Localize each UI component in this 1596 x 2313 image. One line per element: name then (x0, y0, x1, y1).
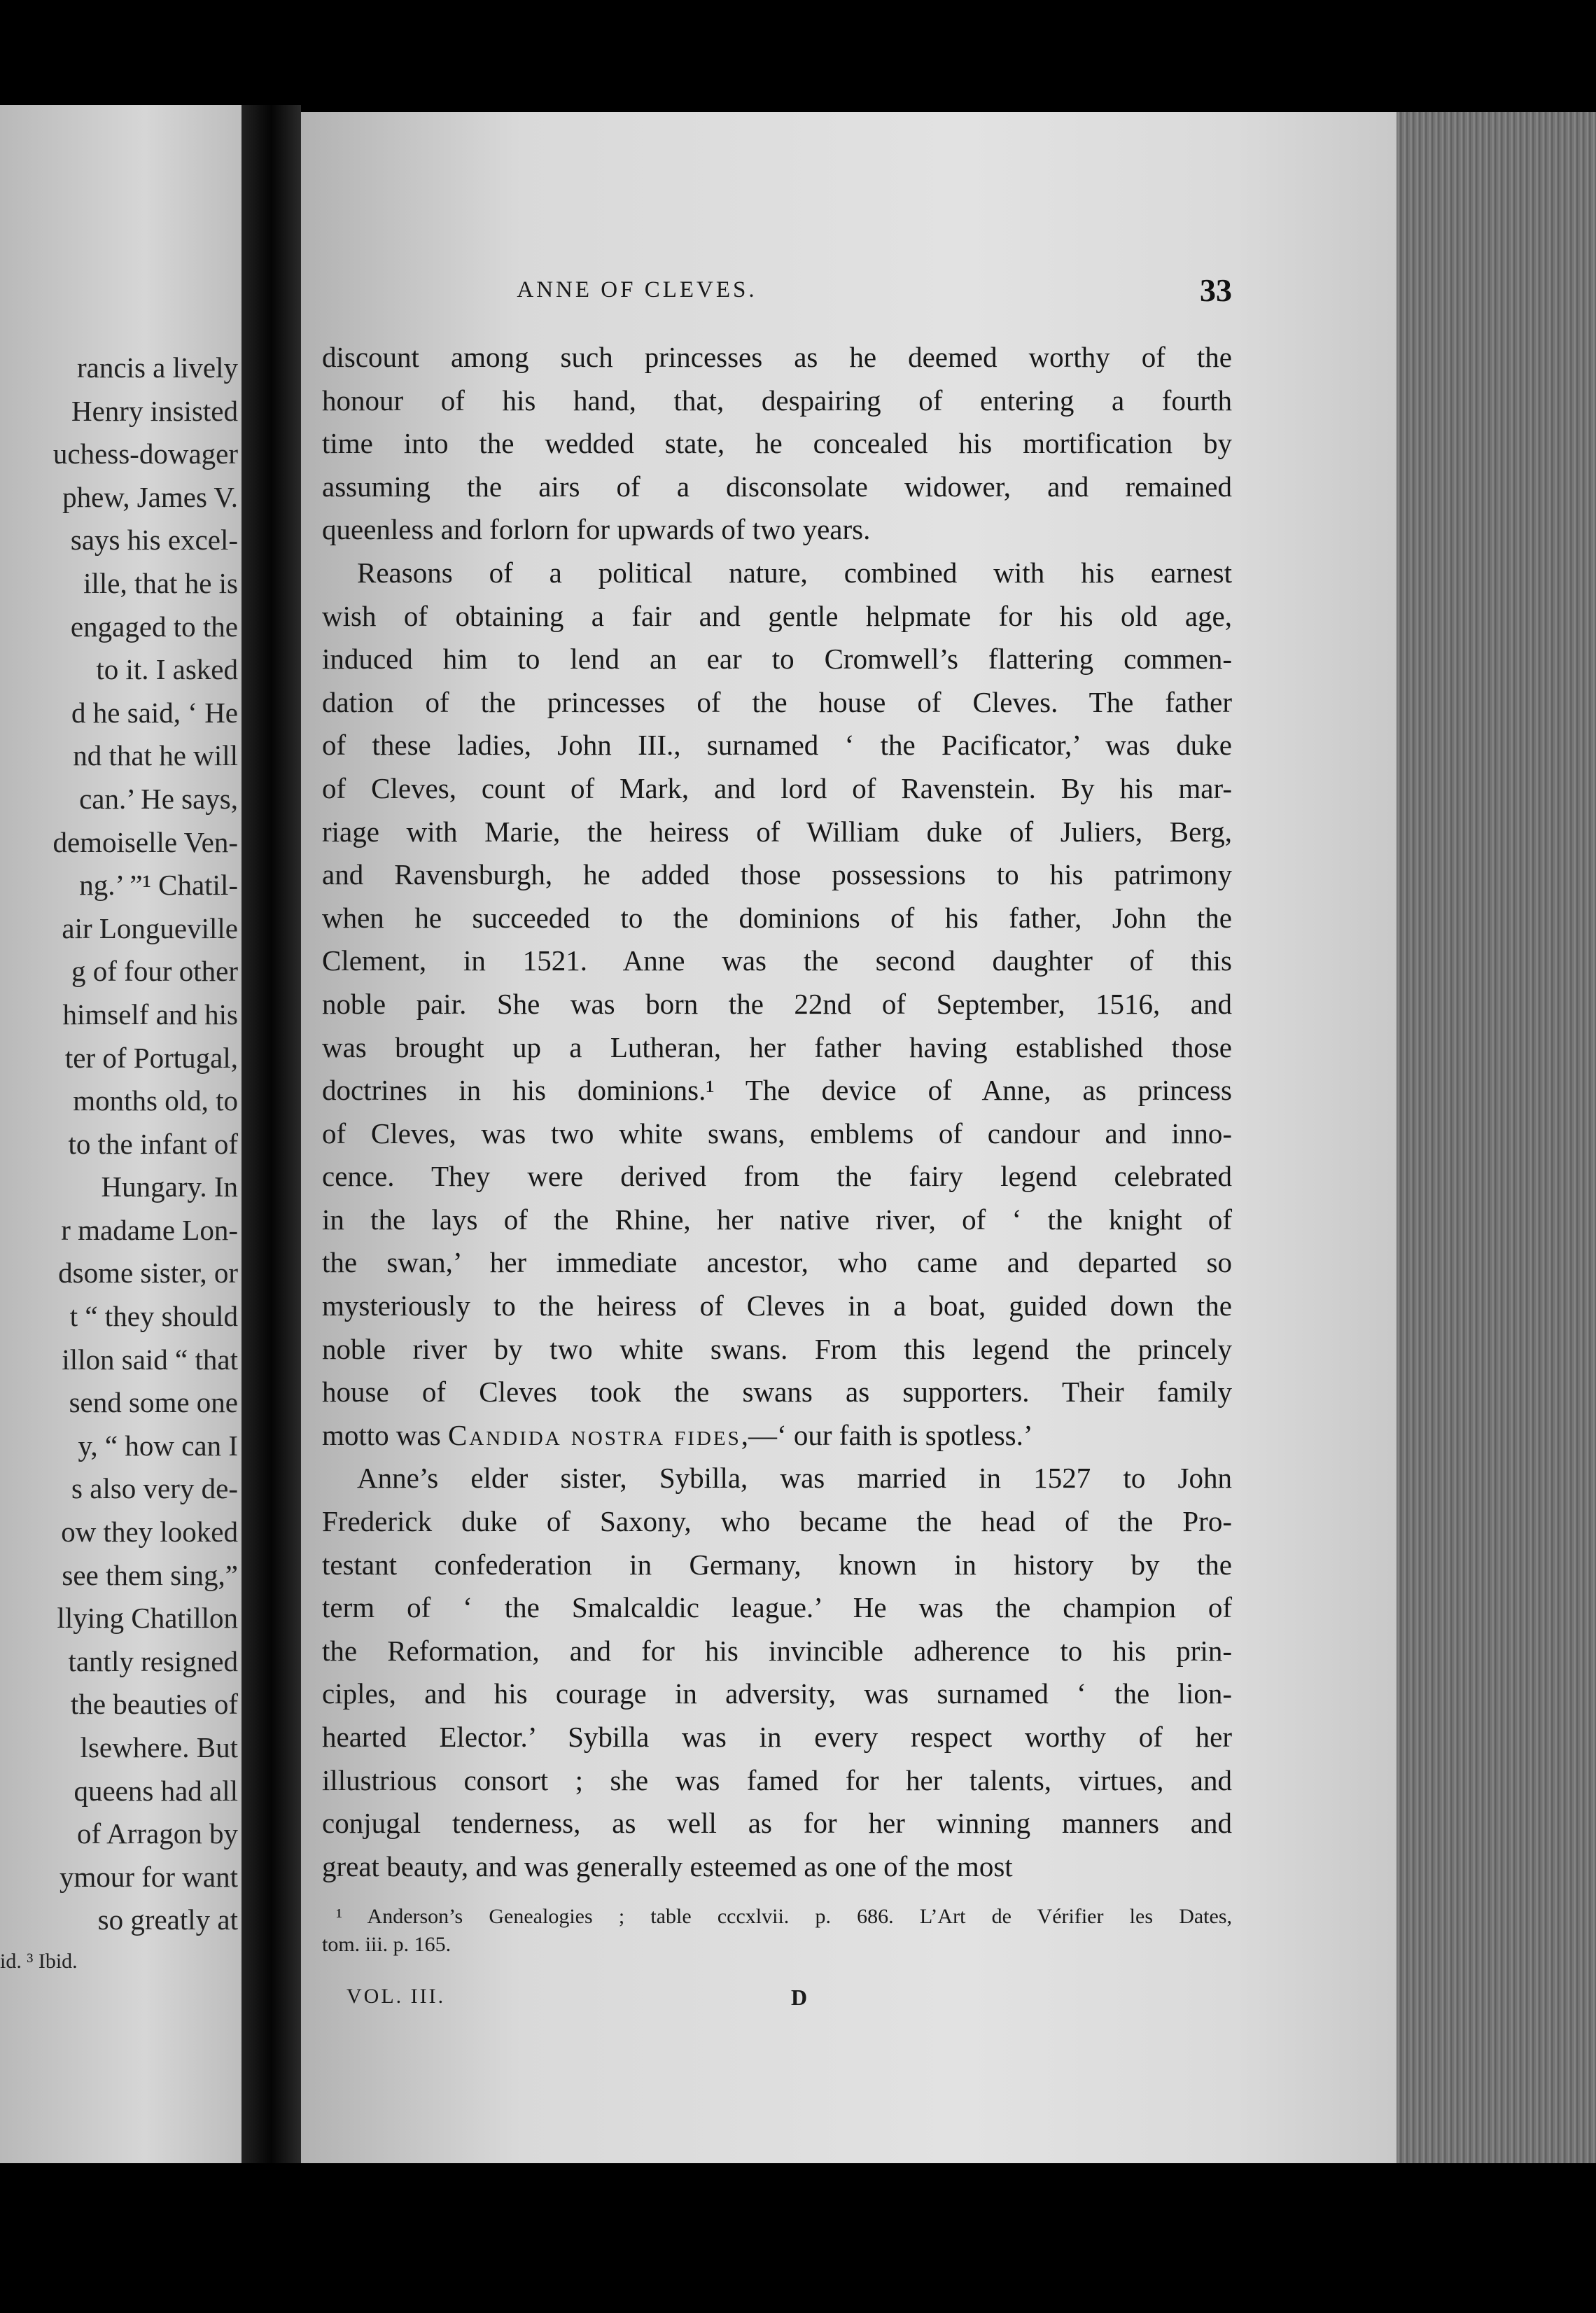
body-line: the Reformation, and for his invincible adherence to his prin- (322, 1634, 1232, 1667)
signature-mark: D (791, 1985, 808, 2010)
body-line: mysteriously to the heiress of Cleves in a boat, guided down the (322, 1290, 1232, 1322)
footnote-line: ¹ Anderson’s Genealogies ; table cccxlvii. p. 686. L’Art de Vérifier les Dates, (336, 1905, 1232, 1928)
left-page-line: lsewhere. But (80, 1731, 238, 1763)
left-page-line: see them sing,” (62, 1558, 238, 1591)
footnote (322, 1903, 1232, 1959)
body-line: testant confederation in Germany, known in history by the (322, 1548, 1232, 1581)
body-line: of Cleves, was two white swans, emblems of candour and inno- (322, 1117, 1232, 1149)
left-page-line: phew, James V. (62, 480, 238, 513)
left-page-line: queens had all (74, 1774, 238, 1807)
left-page-line: says his excel- (70, 524, 238, 557)
body-line: time into the wedded state, he concealed his mortification by (322, 427, 1232, 460)
left-page-line: ow they looked (61, 1516, 238, 1549)
page-edges (1396, 112, 1596, 2163)
left-page-line: can.’ He says, (79, 782, 238, 815)
left-page-line: llying Chatillon (57, 1602, 238, 1635)
left-page-line: g of four other (71, 955, 238, 988)
body-line: motto was Candida nostra fides,—‘ our faith is spotless.’ (322, 1418, 1033, 1451)
body-line: Anne’s elder sister, Sybilla, was married in 1527 to John (357, 1462, 1232, 1495)
body-line: discount among such princesses as he deemed worthy of the (322, 341, 1232, 373)
body-line: term of ‘ the Smalcaldic league.’ He was the champion of (322, 1591, 1232, 1624)
body-line: was brought up a Lutheran, her father having established those (322, 1030, 1232, 1063)
left-page-line: the beauties of (70, 1688, 238, 1721)
body-line: Frederick duke of Saxony, who became the head of the Pro- (322, 1505, 1232, 1538)
left-page-line: Henry insisted (71, 394, 238, 427)
body-line: cence. They were derived from the fairy legend celebrated (322, 1160, 1232, 1193)
left-page-line: months old, to (73, 1084, 238, 1117)
body-line: in the lays of the Rhine, her native river, of ‘ the knight of (322, 1203, 1232, 1236)
body-line: riage with Marie, the heiress of William duke of Juliers, Berg, (322, 815, 1232, 848)
body-line: honour of his hand, that, despairing of entering a fourth (322, 384, 1232, 417)
body-line: noble pair. She was born the 22nd of September, 1516, and (322, 987, 1232, 1020)
left-page-line: tantly resigned (68, 1644, 238, 1677)
left-page-line: to it. I asked (96, 653, 238, 686)
body-line: noble river by two white swans. From this legend the princely (322, 1332, 1232, 1365)
left-page-line: ille, that he is (83, 566, 238, 599)
volume-label: VOL. III. (346, 1985, 446, 2008)
body-line: wish of obtaining a fair and gentle helpmate for his old age, (322, 599, 1232, 632)
running-head (322, 272, 1232, 307)
left-page-line: demoiselle Ven- (52, 825, 238, 858)
left-page-line: rancis a lively (77, 351, 238, 384)
left-page-line: engaged to the (70, 610, 238, 643)
page-number: 33 (1200, 272, 1232, 308)
running-title: ANNE OF CLEVES. (517, 277, 757, 302)
left-page-line: ng.’ ”¹ Chatil- (79, 869, 238, 902)
body-line: house of Cleves took the swans as supporters. Their family (322, 1376, 1232, 1409)
left-page-line: Hungary. In (101, 1171, 238, 1203)
left-page-footnote: id. ³ Ibid. (0, 1949, 78, 1973)
body-line: conjugal tenderness, as well as for her winning manners and (322, 1807, 1232, 1840)
left-page-line: so greatly at (97, 1903, 238, 1936)
footnote-line: tom. iii. p. 165. (322, 1933, 451, 1956)
body-line: ciples, and his courage in adversity, was surnamed ‘ the lion- (322, 1677, 1232, 1710)
left-page-line: nd that he will (73, 739, 238, 772)
body-line: induced him to lend an ear to Cromwell’s flattering commen- (322, 643, 1232, 676)
body-line: assuming the airs of a disconsolate widower, and remained (322, 470, 1232, 503)
left-page-line: himself and his (62, 998, 238, 1030)
left-page-line: r madame Lon- (61, 1213, 238, 1246)
body-line: doctrines in his dominions.¹ The device of Anne, as princess (322, 1074, 1232, 1107)
body-line: Clement, in 1521. Anne was the second daughter of this (322, 944, 1232, 977)
left-page-line: d he said, ‘ He (71, 696, 238, 729)
book-gutter (241, 105, 301, 2163)
body-line: dation of the princesses of the house of Cleves. The father (322, 685, 1232, 718)
body-line: when he succeeded to the dominions of his father, John the (322, 901, 1232, 934)
body-line: great beauty, and was generally esteemed as one of the most (322, 1850, 1013, 1882)
left-page-line: air Longueville (62, 911, 238, 944)
left-page-line: ter of Portugal, (64, 1041, 238, 1074)
body-line: Reasons of a political nature, combined with his earnest (357, 556, 1232, 589)
left-page (0, 105, 241, 2163)
body-line: of these ladies, John III., surnamed ‘ the Pacificator,’ was duke (322, 729, 1232, 762)
left-page-line: t “ they should (69, 1300, 238, 1333)
body-line: of Cleves, count of Mark, and lord of Ravenstein. By his mar- (322, 771, 1232, 804)
body-line: illustrious consort ; she was famed for her talents, virtues, and (322, 1763, 1232, 1796)
body-line: and Ravensburgh, he added those possessions to his patrimony (322, 858, 1232, 891)
signature-row (346, 1985, 1116, 2016)
left-page-line: dsome sister, or (58, 1257, 238, 1290)
body-line: the swan,’ her immediate ancestor, who came and departed so (322, 1246, 1232, 1279)
left-page-line: illon said “ that (62, 1343, 238, 1376)
left-page-line: s also very de- (71, 1472, 238, 1505)
left-page-line: ymour for want (59, 1860, 238, 1893)
left-page-line: uchess-dowager (52, 438, 238, 470)
left-page-line: to the infant of (68, 1127, 238, 1160)
left-page-text (0, 347, 238, 1991)
left-page-line: send some one (69, 1386, 238, 1419)
left-page-line: y, “ how can I (78, 1429, 238, 1462)
left-page-line: of Arragon by (76, 1817, 238, 1850)
body-line: queenless and forlorn for upwards of two years. (322, 513, 871, 546)
body-line: hearted Elector.’ Sybilla was in every respect worthy of her (322, 1721, 1232, 1753)
body-text (322, 336, 1232, 1888)
